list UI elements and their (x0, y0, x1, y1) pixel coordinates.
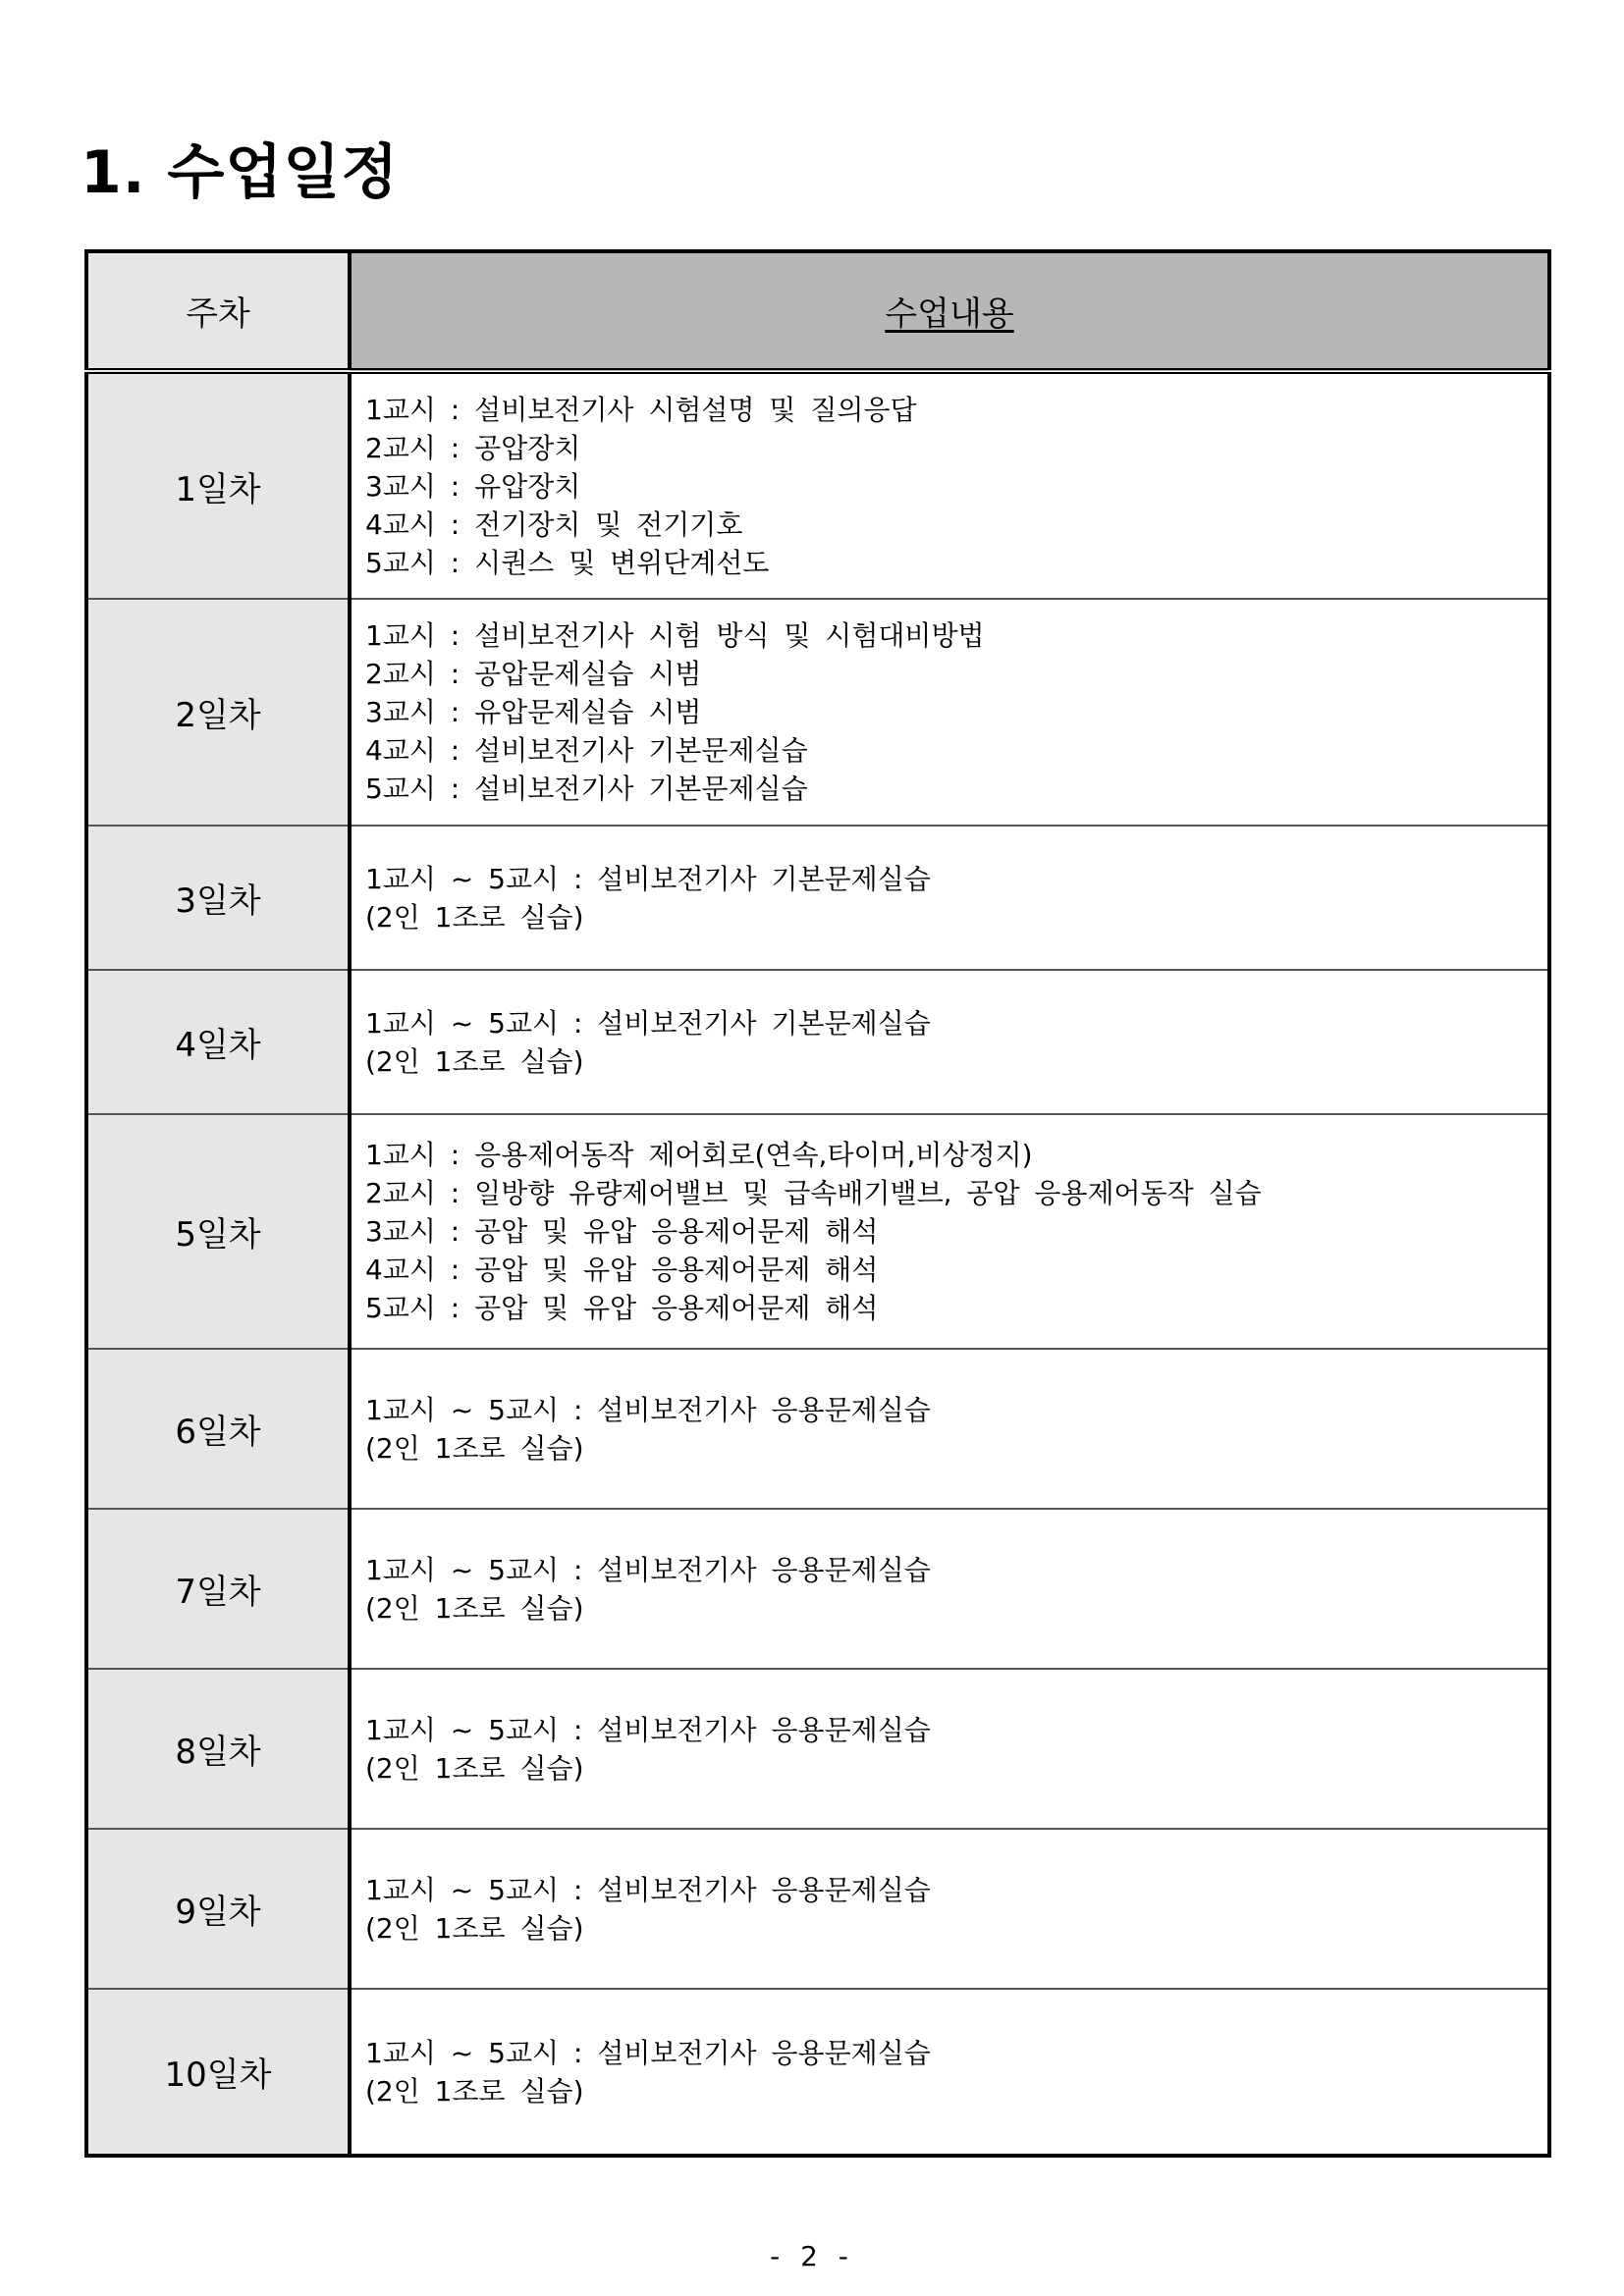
content-cell (350, 1989, 1549, 2156)
table-row (86, 1989, 1549, 2156)
content-line: (2인 1조로 실습) (365, 1044, 584, 1078)
day-cell: 1일차 (86, 371, 350, 599)
content-line: 4교시 : 전기장치 및 전기기호 (365, 507, 743, 541)
content-line: (2인 1조로 실습) (365, 1591, 584, 1625)
table-row (86, 1114, 1549, 1349)
content-cell (350, 826, 1549, 970)
content-line: 1교시 : 설비보전기사 시험 방식 및 시험대비방법 (365, 619, 985, 652)
content-line: 1교시 ~ 5교시 : 설비보전기사 응용문제실습 (365, 2036, 931, 2069)
content-line: 3교시 : 공압 및 유압 응용제어문제 해석 (365, 1215, 879, 1248)
content-line: 2교시 : 일방향 유량제어밸브 및 급속배기밸브, 공압 응용제어동작 실습 (365, 1177, 1262, 1209)
content-line: (2인 1조로 실습) (365, 1751, 584, 1785)
content-line: (2인 1조로 실습) (365, 900, 584, 934)
content-cell (350, 599, 1549, 826)
content-line: 2교시 : 공압문제실습 시범 (365, 658, 702, 690)
day-cell: 10일차 (86, 1989, 350, 2156)
day-cell: 3일차 (86, 826, 350, 970)
header-week: 주차 (86, 251, 350, 371)
header-content-label: 수업내용 (885, 294, 1014, 334)
header-content (350, 251, 1549, 371)
content-line: (2인 1조로 실습) (365, 1911, 584, 1945)
content-line: 5교시 : 시퀀스 및 변위단계선도 (365, 546, 770, 579)
content-cell (350, 970, 1549, 1114)
page-number: - 2 - (770, 2240, 854, 2272)
page-title: 1. 수업일정 (81, 138, 400, 207)
content-line: 3교시 : 유압문제실습 시범 (365, 696, 702, 728)
schedule-table (84, 249, 1551, 2158)
content-cell (350, 1829, 1549, 1989)
day-cell: 8일차 (86, 1669, 350, 1829)
content-line: (2인 1조로 실습) (365, 1431, 584, 1465)
content-line: 1교시 ~ 5교시 : 설비보전기사 응용문제실습 (365, 1393, 931, 1426)
day-cell: 2일차 (86, 599, 350, 826)
content-line: 1교시 ~ 5교시 : 설비보전기사 응용문제실습 (365, 1553, 931, 1586)
content-cell (350, 1509, 1549, 1669)
content-line: (2인 1조로 실습) (365, 2074, 584, 2108)
table-row (86, 826, 1549, 970)
content-cell (350, 1669, 1549, 1829)
day-cell: 7일차 (86, 1509, 350, 1669)
content-line: 5교시 : 설비보전기사 기본문제실습 (365, 773, 808, 805)
table-header-row (86, 251, 1549, 371)
content-line: 2교시 : 공압장치 (365, 431, 581, 464)
content-line: 5교시 : 공압 및 유압 응용제어문제 해석 (365, 1292, 879, 1324)
content-line: 1교시 ~ 5교시 : 설비보전기사 응용문제실습 (365, 1713, 931, 1746)
content-line: 4교시 : 공압 및 유압 응용제어문제 해석 (365, 1254, 879, 1286)
day-cell: 4일차 (86, 970, 350, 1114)
table-row (86, 1349, 1549, 1509)
content-line: 1교시 : 설비보전기사 시험설명 및 질의응답 (365, 393, 917, 426)
table-row (86, 1669, 1549, 1829)
table-row (86, 1509, 1549, 1669)
content-line: 4교시 : 설비보전기사 기본문제실습 (365, 734, 808, 767)
day-cell: 5일차 (86, 1114, 350, 1349)
content-line: 1교시 ~ 5교시 : 설비보전기사 기본문제실습 (365, 1006, 931, 1040)
day-cell: 6일차 (86, 1349, 350, 1509)
table-row (86, 970, 1549, 1114)
content-line: 1교시 : 응용제어동작 제어회로(연속,타이머,비상정지) (365, 1139, 1033, 1171)
content-line: 3교시 : 유압장치 (365, 469, 581, 503)
table-row (86, 371, 1549, 599)
content-line: 1교시 ~ 5교시 : 설비보전기사 기본문제실습 (365, 862, 931, 895)
content-cell (350, 1114, 1549, 1349)
content-cell (350, 1349, 1549, 1509)
day-cell: 9일차 (86, 1829, 350, 1989)
content-line: 1교시 ~ 5교시 : 설비보전기사 응용문제실습 (365, 1873, 931, 1906)
content-cell (350, 371, 1549, 599)
table-row (86, 599, 1549, 826)
table-row (86, 1829, 1549, 1989)
